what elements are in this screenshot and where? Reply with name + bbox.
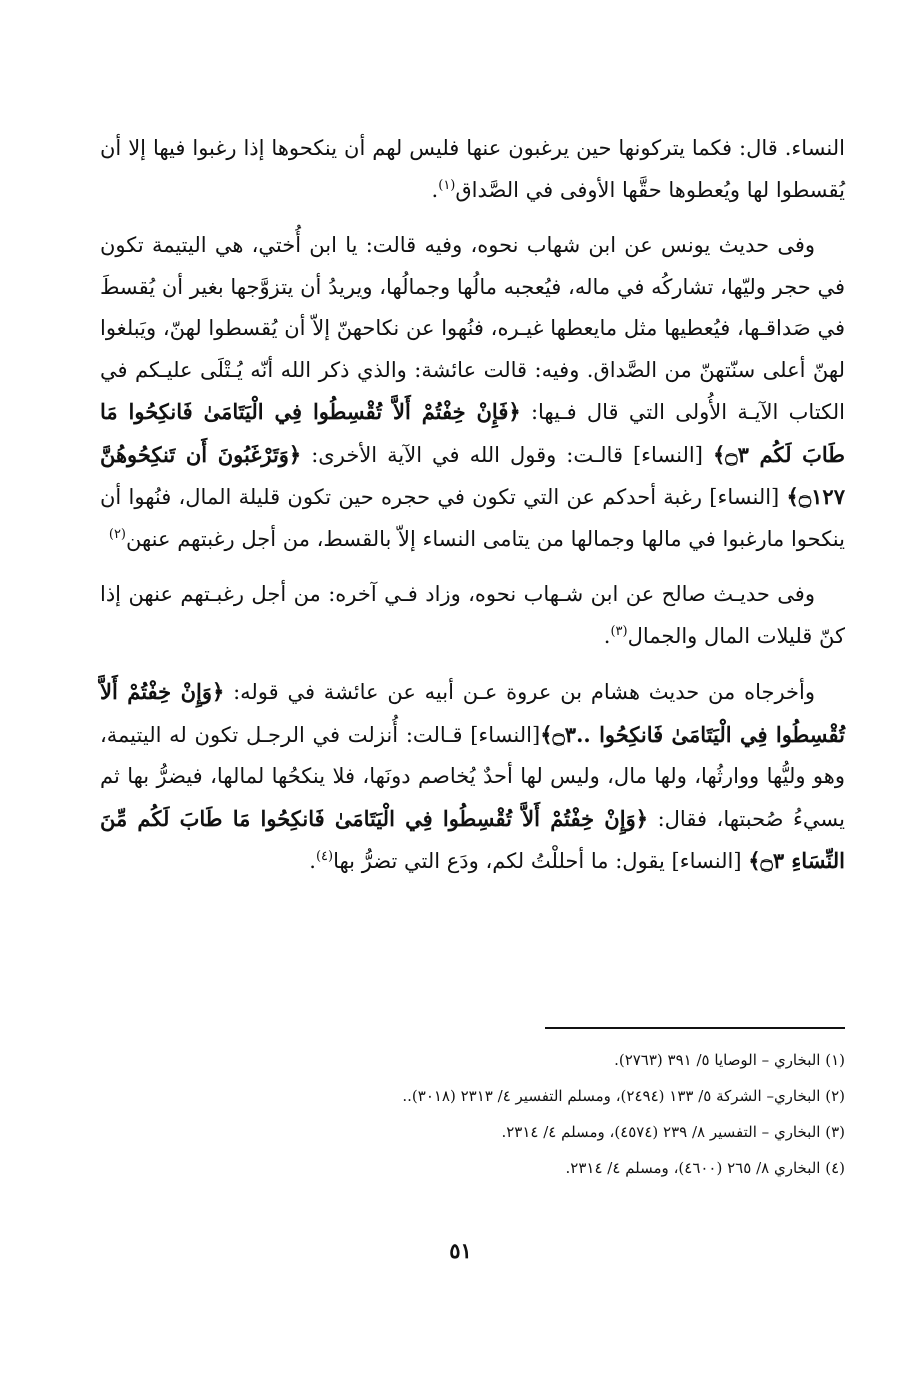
footnote-ref-3[interactable]: (٣): [610, 623, 628, 639]
paragraph-1-end: .: [431, 177, 439, 202]
quran-verse-nisa-3-full: ﴿وَإِنْ خِفْتُمْ أَلاَّ تُقْسِطُوا فِي الْيَتَامَىٰ فَانكِحُوا مَا طَابَ لَكُم مِّنَ النِّسَاءِ ۝٣﴾: [100, 805, 845, 873]
paragraph-2-text-c: [النساء] رغبة أحدكم عن التي تكون في حجره حين تكون قليلة المال، فنُهوا أن ينكحوا مارغبوا في مالها وجمالها من يتامى النساء إلاّ بالقسط، من أجل رغبتهم عنهن: [100, 485, 845, 551]
quran-verse-nisa-3-partial: ﴿وَإِنْ خِفْتُمْ أَلاَّ تُقْسِطُوا فِي الْيَتَامَىٰ فَانكِحُوا ..۝٣﴾: [100, 679, 845, 747]
paragraph-3-end: .: [603, 623, 611, 648]
footnote-1: (١) البخاري – الوصايا ٥/ ٣٩١ (٢٧٦٣).: [614, 1051, 845, 1069]
footnote-ref-1[interactable]: (١): [438, 177, 456, 193]
main-text: [100, 128, 845, 883]
quran-verse-nisa-127: ﴿وَتَرْغَبُونَ أَن تَنكِحُوهُنَّ ۝١٢٧﴾: [100, 441, 845, 509]
quran-verse-nisa-3: ﴿فَإِنْ خِفْتُمْ أَلاَّ تُقْسِطُوا فِي الْيَتَامَىٰ فَانكِحُوا مَا طَابَ لَكُم ۝٣﴾: [100, 399, 845, 467]
paragraph-4-end: .: [309, 849, 316, 873]
footnotes: [100, 1042, 845, 1186]
page-number: ٥١: [449, 1238, 472, 1263]
paragraph-2-text-b: [النساء] قالـت: وقول الله في الآية الأخرى:: [311, 442, 703, 467]
footnote-4: (٤) البخاري ٨/ ٢٦٥ (٤٦٠٠)، ومسلم ٤/ ٢٣١٤.: [565, 1159, 845, 1177]
paragraph-3: [100, 574, 845, 657]
footnote-ref-2[interactable]: (٢): [108, 526, 126, 542]
paragraph-2-text-a: وفى حديث يونس عن ابن شهاب نحوه، وفيه قالت: يا ابن أُختي، هي اليتيمة تكون في حجر وليّها، تشاركُه في ماله، فيُعجبه مالُها وجمالُها، ويريدُ أن يتزوَّجها بغير أن يُقسطَ في صَداقـها، فيُعطيها مثل مايعطها غيـره، فنُهوا عن نكاحهنّ إلاّ أن يُقسطوا لهنّ، ويَبلغوا لهنّ أعلى سنّتهنّ من الصَّداق. وفيه: قالت عائشة: والذي ذكر الله أنّه يُـتْلَى عليـكم في الكتاب الآيـة الأُولى التي قال فـيها:: [100, 233, 845, 424]
paragraph-2: [100, 225, 845, 560]
paragraph-1: [100, 128, 845, 211]
paragraph-4-text-c: [النساء] يقول: ما أحللْتُ لكم، ودَع التي تضرُّ بها: [333, 849, 742, 873]
footnote-ref-4[interactable]: (٤): [315, 849, 334, 864]
footnote-3: (٣) البخاري – التفسير ٨/ ٢٣٩ (٤٥٧٤)، ومسلم ٤/ ٢٣١٤.: [501, 1123, 845, 1141]
footnote-2: (٢) البخاري– الشركة ٥/ ١٣٣ (٢٤٩٤)، ومسلم التفسير ٤/ ٢٣١٣ (٣٠١٨)..: [402, 1087, 845, 1105]
paragraph-3-text: وفى حديـث صالح عن ابن شـهاب نحوه، وزاد فـي آخره: من أجل رغبـتهم عنهن إذا كنّ قليلات المال والجمال: [100, 582, 845, 648]
paragraph-4-text-b: [النساء] قـالت: أُنزلت في الرجـل تكون له اليتيمة، وهو وليُّها ووارثُها، ولها مال، وليس لها أحدٌ يُخاصم دونَها، فلا ينكحُها لمالها، فيضرُّ بها ثم يسيءُ صُحبتها، فقال:: [100, 722, 845, 831]
paragraph-4: [100, 671, 845, 883]
paragraph-1-text: النساء. قال: فكما يتركونها حين يرغبون عنها فليس لهم أن ينكحوها إذا رغبوا فيها إلا أن يُقسطوا لها ويُعطوها حقَّها الأوفى في الصَّداق: [100, 136, 845, 202]
footnote-divider: [545, 1027, 845, 1029]
paragraph-4-text-a: وأخرجاه من حديث هشام بن عروة عـن أبيه عن عائشة في قوله:: [233, 680, 816, 704]
